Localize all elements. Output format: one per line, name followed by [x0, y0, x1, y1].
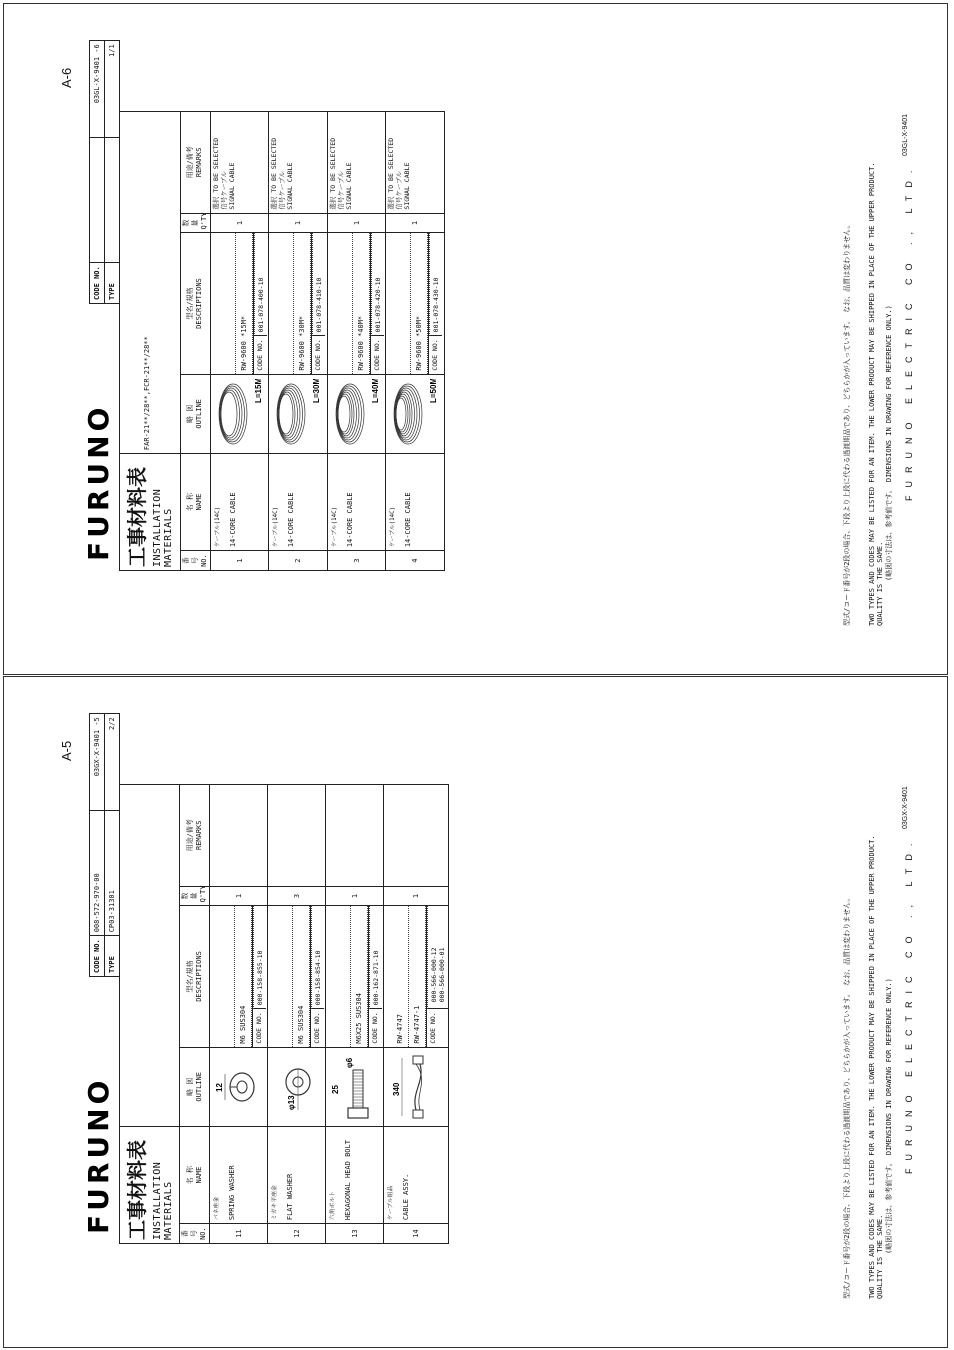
code-no-label: CODE NO. [255, 339, 264, 371]
item-outline [268, 1047, 326, 1126]
code-value: 000-566-000-12 000-566-000-01 [427, 906, 448, 1009]
footer-en-1: TWO TYPES AND CODES MAY BE LISTED FOR AN ITEM. THE LOWER PRODUCT MAY BE SHIPPED IN PLACE OF THE UPPER PRODUCT. [868, 162, 876, 626]
outline-label: L=40M [370, 378, 380, 403]
item-name: ミガキ平座金 FLAT WASHER [268, 1127, 326, 1224]
item-qty: 1 [386, 213, 445, 233]
outline-label: 25 [330, 1084, 340, 1094]
item-no: 1 [210, 551, 269, 571]
code-value: 000-162-871-10 [369, 906, 382, 1009]
code-value: 000-158-854-10 [311, 906, 324, 1009]
item-outline [326, 1047, 384, 1126]
table-row [327, 112, 386, 571]
desc-line-1 [268, 906, 293, 1046]
type-value: CP03-31301 [105, 811, 120, 936]
outline-label: L=50M [429, 378, 439, 403]
type-label: TYPE [105, 263, 120, 304]
title-cell [120, 1127, 180, 1244]
item-outline [384, 1047, 449, 1126]
type-label: TYPE [105, 936, 120, 977]
outline-label: φ13 [286, 1095, 296, 1110]
footer-en-2: QUALITY IS THE SAME. [876, 1214, 884, 1299]
materials-table [119, 111, 445, 571]
desc-line-2: M6 SUS304 [293, 906, 310, 1046]
doc-number: 03GX-X-9401 -5 [90, 714, 105, 811]
models-text [121, 788, 143, 1123]
item-desc [384, 906, 449, 1047]
col-outline: 略 図 OUTLINE [180, 374, 210, 453]
footer-en-2: QUALITY IS THE SAME. [876, 541, 884, 626]
cable-coil-icon [330, 379, 382, 449]
cable-assy-icon [389, 1052, 441, 1122]
table-row [384, 785, 449, 1244]
col-name: 名 称 NAME [180, 1127, 210, 1224]
item-outline [210, 374, 269, 453]
table-row [268, 785, 326, 1244]
item-name: ケーブル(14C) 14-CORE CABLE [269, 454, 328, 551]
item-no: 11 [210, 1224, 268, 1244]
item-name: 六角ボルト HEXAGONAL HEAD BOLT [326, 1127, 384, 1224]
col-desc: 型名/規格 DESCRIPTIONS [180, 906, 210, 1047]
col-desc: 型名/規格 DESCRIPTIONS [180, 233, 210, 374]
outline-label: 12 [214, 1082, 224, 1092]
title-en: INSTALLATION MATERIALS [152, 488, 174, 567]
cable-coil-icon [271, 379, 323, 449]
doc-ref: 03GL-X-9401 [902, 113, 909, 156]
page-of: 2/2 [105, 714, 120, 811]
desc-line-1 [210, 906, 235, 1046]
spring-washer-icon [212, 1052, 264, 1122]
doc-ref: 03GX-X-9401 [902, 786, 909, 829]
item-qty: 3 [268, 886, 326, 906]
code-value: 001-078-430-10 [429, 233, 442, 336]
table-row [210, 112, 269, 571]
models-text: FAR-21**/28**,FCR-21**/28** [143, 336, 151, 451]
col-qty: 数量 Q'TY [180, 213, 210, 233]
page-number: A-5 [59, 740, 74, 761]
item-desc [386, 233, 445, 374]
bolt-diameter-label: φ6 [344, 1057, 354, 1068]
desc-line-1 [269, 233, 294, 373]
item-remarks: 選択 TO BE SELECTED 信号ケーブル SIGNAL CABLE [269, 112, 328, 214]
sheet-a6 [3, 3, 948, 675]
page-of: 1/1 [105, 41, 120, 138]
item-no: 2 [269, 551, 328, 571]
code-value [90, 138, 105, 263]
code-no-label: CODE NO. [255, 1012, 263, 1044]
code-value: 001-078-400-10 [254, 233, 267, 336]
header-code-table [89, 713, 120, 977]
code-no-label: CODE NO. [371, 1012, 379, 1044]
desc-line-1 [211, 233, 236, 373]
footer-en-3: (略図の寸法は、参考値です。 DIMENSIONS IN DRAWING FOR REFERENCE ONLY.) [885, 978, 893, 1254]
item-qty: 1 [327, 213, 386, 233]
code-value: 008-572-970-00 [90, 811, 105, 936]
col-remarks: 用途/備考 REMARKS [180, 112, 210, 214]
materials-table [119, 784, 449, 1244]
col-qty: 数量 Q'TY [180, 886, 210, 906]
desc-line-1: RW-4747 [384, 906, 409, 1046]
item-qty: 1 [210, 886, 268, 906]
table-row [386, 112, 445, 571]
item-remarks [384, 785, 449, 887]
col-remarks: 用途/備考 REMARKS [180, 785, 210, 887]
page-number: A-6 [59, 67, 74, 88]
item-no: 12 [268, 1224, 326, 1244]
desc-line-1 [326, 906, 351, 1046]
item-outline [269, 374, 328, 453]
company-name: FURUNO ELECTRIC CO ., LTD. [904, 835, 914, 1174]
desc-line-2: RW-9600 *30M* [294, 233, 311, 373]
item-remarks: 選択 TO BE SELECTED 信号ケーブル SIGNAL CABLE [210, 112, 269, 214]
title-jp: 工事材料表 [125, 1140, 149, 1240]
desc-line-2: RW-9600 *40M* [353, 233, 370, 373]
table-row [326, 785, 384, 1244]
item-name: ケーブル(14C) 14-CORE CABLE [210, 454, 269, 551]
col-no: 番 号 NO. [180, 1224, 210, 1244]
code-no-label: CODE NO. [431, 339, 440, 371]
furuno-logo: FURUNO [82, 1076, 115, 1234]
item-desc [327, 233, 386, 374]
models-cell [120, 112, 181, 454]
code-no-label: CODE NO. [314, 339, 323, 371]
header-code-table [89, 40, 120, 304]
item-qty: 1 [210, 213, 269, 233]
cable-coil-icon [388, 379, 440, 449]
flat-washer-icon [270, 1052, 322, 1122]
code-value: 001-078-420-10 [371, 233, 384, 336]
item-no: 14 [384, 1224, 449, 1244]
code-value: 000-158-855-10 [253, 906, 266, 1009]
item-outline [327, 374, 386, 453]
outline-label: L=30M [312, 378, 322, 403]
item-remarks [210, 785, 268, 887]
item-desc [269, 233, 328, 374]
desc-line-2: M6 SUS304 [235, 906, 252, 1046]
item-desc [268, 906, 326, 1047]
item-no: 13 [326, 1224, 384, 1244]
code-no-label: CODE NO. [372, 339, 381, 371]
footer-jp: 型式/コード番号が2段の場合、下段より上段に代わる過渡期品であり、どちらかが入っています。 なお、品質は変わりません。 [843, 221, 851, 626]
item-desc [326, 906, 384, 1047]
footer-en-1: TWO TYPES AND CODES MAY BE LISTED FOR AN ITEM. THE LOWER PRODUCT MAY BE SHIPPED IN PLACE OF THE UPPER PRODUCT. [868, 835, 876, 1299]
code-label: CODE NO. [90, 936, 105, 977]
desc-line-2: RW-9600 *15M* [236, 233, 253, 373]
code-label: CODE NO. [90, 263, 105, 304]
item-name: ケーブル(14C) 14-CORE CABLE [386, 454, 445, 551]
col-outline: 略 図 OUTLINE [180, 1047, 210, 1126]
title-cell [120, 454, 181, 571]
sheet-a5 [3, 676, 948, 1348]
item-desc [210, 233, 269, 374]
footer-jp: 型式/コード番号が2段の場合、下段より上段に代わる過渡期品であり、どちらかが入っています。 なお、品質は変わりません。 [843, 894, 851, 1299]
sheet-a6-content [4, 4, 948, 675]
desc-line-2: RW-9600 *50M* [411, 233, 428, 373]
models-cell [120, 785, 180, 1127]
item-remarks: 選択 TO BE SELECTED 信号ケーブル SIGNAL CABLE [386, 112, 445, 214]
title-jp: 工事材料表 [125, 467, 149, 567]
code-value: 001-078-410-10 [312, 233, 325, 336]
item-no: 4 [386, 551, 445, 571]
furuno-logo: FURUNO [82, 403, 115, 561]
item-remarks [268, 785, 326, 887]
item-qty: 1 [384, 886, 449, 906]
code-no-label: CODE NO. [429, 1012, 437, 1044]
table-row [210, 785, 268, 1244]
item-no: 3 [327, 551, 386, 571]
table-row [269, 112, 328, 571]
desc-line-1 [386, 233, 411, 373]
code-no-label: CODE NO. [313, 1012, 321, 1044]
item-outline [210, 1047, 268, 1126]
item-name: ケーブル(14C) 14-CORE CABLE [327, 454, 386, 551]
item-qty: 1 [326, 886, 384, 906]
item-qty: 1 [269, 213, 328, 233]
item-remarks [326, 785, 384, 887]
desc-line-2: M6X25 SUS304 [351, 906, 368, 1046]
item-desc [210, 906, 268, 1047]
item-outline [386, 374, 445, 453]
doc-number: 03GL-X-9401 -6 [90, 41, 105, 138]
type-value [105, 138, 120, 263]
title-en: INSTALLATION MATERIALS [152, 1161, 174, 1240]
outline-label: 340 [392, 1082, 401, 1096]
col-no: 番 号 NO. [180, 551, 210, 571]
col-name: 名 称 NAME [180, 454, 210, 551]
footer-en-3: (略図の寸法は、参考値です。 DIMENSIONS IN DRAWING FOR REFERENCE ONLY.) [885, 305, 893, 581]
desc-line-1 [328, 233, 353, 373]
item-name: ケーブル組品 CABLE ASSY. [384, 1127, 449, 1224]
hex-bolt-icon [328, 1052, 380, 1122]
cable-coil-icon [213, 379, 265, 449]
desc-line-2: RW-4747-1 [409, 906, 426, 1046]
company-name: FURUNO ELECTRIC CO ., LTD. [904, 162, 914, 501]
outline-label: L=15M [253, 378, 263, 403]
sheet-a5-content [4, 677, 948, 1348]
item-name: バネ座金 SPRING WASHER [210, 1127, 268, 1224]
item-remarks: 選択 TO BE SELECTED 信号ケーブル SIGNAL CABLE [327, 112, 386, 214]
